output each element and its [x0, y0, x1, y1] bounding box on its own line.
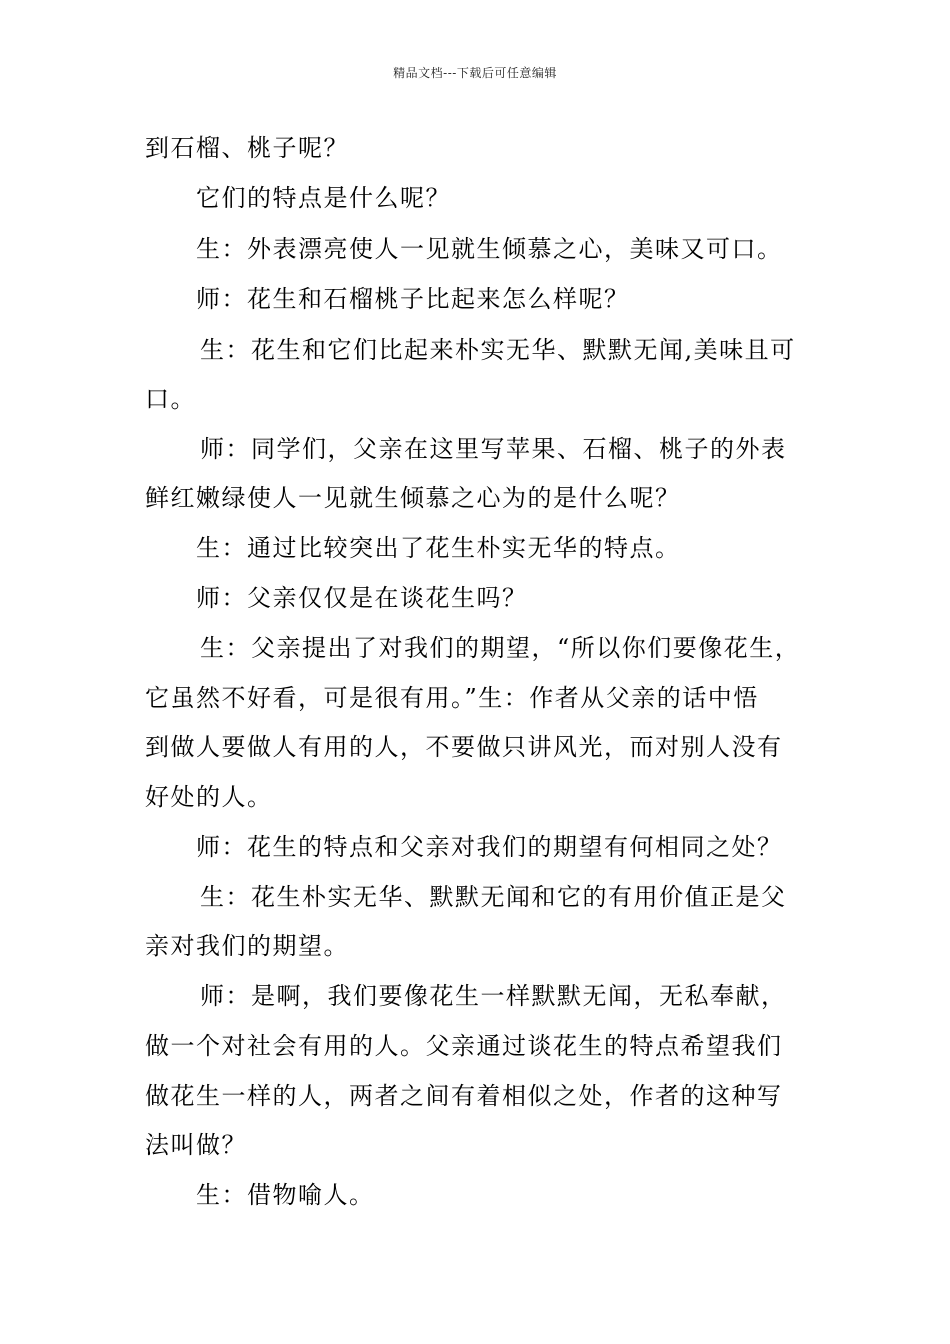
text-line: 师：花生和石榴桃子比起来怎么样呢？ [196, 285, 630, 313]
text-line: 生：外表漂亮使人一见就生倾慕之心，美味又可口。 [196, 235, 783, 263]
text-line: 生：花生和它们比起来朴实无华、默默无闻,美味且可 [200, 336, 796, 364]
text-line: 到石榴、桃子呢？ [145, 134, 349, 162]
text-line: 好处的人。 [145, 783, 273, 811]
text-line: 做花生一样的人，两者之间有着相似之处，作者的这种写 [145, 1082, 783, 1110]
text-line: 生：借物喻人。 [196, 1181, 375, 1209]
text-line: 师：同学们，父亲在这里写苹果、石榴、桃子的外表 [200, 435, 787, 463]
text-line: 它虽然不好看，可是很有用。”生：作者从父亲的话中悟 [145, 684, 759, 712]
text-line: 生：父亲提出了对我们的期望，“所以你们要像花生， [200, 634, 801, 662]
text-line: 做一个对社会有用的人。父亲通过谈花生的特点希望我们 [145, 1032, 783, 1060]
text-line: 亲对我们的期望。 [145, 932, 349, 960]
text-line: 它们的特点是什么呢？ [196, 184, 451, 212]
text-line: 师：是啊，我们要像花生一样默默无闻，无私奉献， [200, 982, 787, 1010]
text-line: 师：父亲仅仅是在谈花生吗？ [196, 584, 528, 612]
text-line: 师：花生的特点和父亲对我们的期望有何相同之处？ [196, 833, 783, 861]
text-line: 生：通过比较突出了花生朴实无华的特点。 [196, 534, 681, 562]
text-line: 生：花生朴实无华、默默无闻和它的有用价值正是父 [200, 883, 787, 911]
text-line: 到做人要做人有用的人，不要做只讲风光，而对别人没有 [145, 733, 783, 761]
page-header: 精品文档---下载后可任意编辑 [393, 66, 557, 80]
text-line: 法叫做？ [145, 1131, 247, 1159]
text-line: 口。 [145, 385, 196, 413]
text-line: 鲜红嫩绿使人一见就生倾慕之心为的是什么呢？ [145, 484, 681, 512]
